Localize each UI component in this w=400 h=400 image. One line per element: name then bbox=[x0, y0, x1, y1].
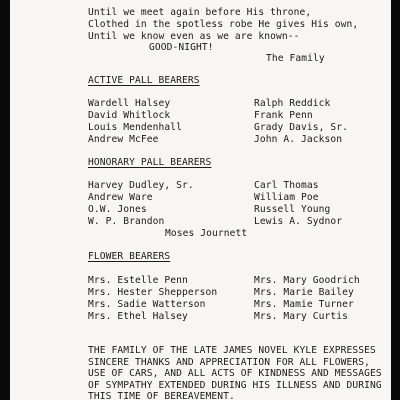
active-bearer-left: Louis Mendenhall bbox=[88, 122, 183, 133]
flower-bearer-right: Mrs. Mary Goodrich bbox=[254, 275, 360, 286]
acknowledgement-line: THE FAMILY OF THE LATE JAMES NOVEL KYLE EXPRESSES bbox=[88, 345, 376, 356]
honorary-bearer-right: Lewis A. Sydnor bbox=[254, 216, 343, 227]
poem-line-1: Until we meet again before His throne, bbox=[88, 7, 312, 18]
flower-bearer-right: Mrs. Marie Bailey bbox=[254, 287, 354, 298]
honorary-bearer-left: W. P. Brandon bbox=[88, 216, 165, 227]
flower-bearer-left: Mrs. Sadie Watterson bbox=[88, 299, 206, 310]
family-signature: The Family bbox=[266, 53, 325, 64]
honorary-bearer-left: Harvey Dudley, Sr. bbox=[88, 180, 194, 191]
honorary-bearer-right: William Poe bbox=[254, 192, 319, 203]
flower-bearer-left: Mrs. Hester Shepperson bbox=[88, 287, 218, 298]
honorary-bearer-right: Carl Thomas bbox=[254, 180, 319, 191]
acknowledgement-line: THIS TIME OF BEREAVEMENT. bbox=[88, 391, 235, 400]
poem-line-2: Clothed in the spotless robe He gives His own, bbox=[88, 19, 359, 30]
honorary-pall-bearers-heading: HONORARY PALL BEARERS bbox=[88, 157, 212, 168]
honorary-bearer-left: O.W. Jones bbox=[88, 204, 147, 215]
active-pall-bearers-heading: ACTIVE PALL BEARERS bbox=[88, 75, 200, 86]
flower-bearer-left: Mrs. Estelle Penn bbox=[88, 275, 188, 286]
active-bearer-right: Ralph Reddick bbox=[254, 98, 331, 109]
active-bearer-right: Frank Penn bbox=[254, 110, 313, 121]
flower-bearer-right: Mrs. Mamie Turner bbox=[254, 299, 354, 310]
flower-bearer-left: Mrs. Ethel Halsey bbox=[88, 311, 188, 322]
acknowledgement-line: SINCERE THANKS AND APPRECIATION FOR ALL FLOWERS, bbox=[88, 357, 371, 368]
acknowledgement-line: USE OF CARS, AND ALL ACTS OF KINDNESS AND MESSAGES bbox=[88, 368, 382, 379]
active-bearer-right: John A. Jackson bbox=[254, 134, 343, 145]
flower-bearers-heading: FLOWER BEARERS bbox=[88, 251, 171, 262]
active-bearer-left: David Whitlock bbox=[88, 110, 171, 121]
active-bearer-left: Andrew McFee bbox=[88, 134, 159, 145]
honorary-bearer-right: Russell Young bbox=[254, 204, 331, 215]
goodnight-line: GOOD-NIGHT! bbox=[149, 42, 214, 53]
program-page bbox=[10, 0, 391, 400]
poem-line-3: Until we know even as we are known-- bbox=[88, 31, 300, 42]
active-bearer-left: Wardell Halsey bbox=[88, 98, 171, 109]
flower-bearer-right: Mrs. Mary Curtis bbox=[254, 311, 349, 322]
active-bearer-right: Grady Davis, Sr. bbox=[254, 122, 349, 133]
acknowledgement-line: OF SYMPATHY EXTENDED DURING HIS ILLNESS AND DURING bbox=[88, 380, 382, 391]
honorary-bearer-center: Moses Journett bbox=[165, 228, 248, 239]
honorary-bearer-left: Andrew Ware bbox=[88, 192, 153, 203]
